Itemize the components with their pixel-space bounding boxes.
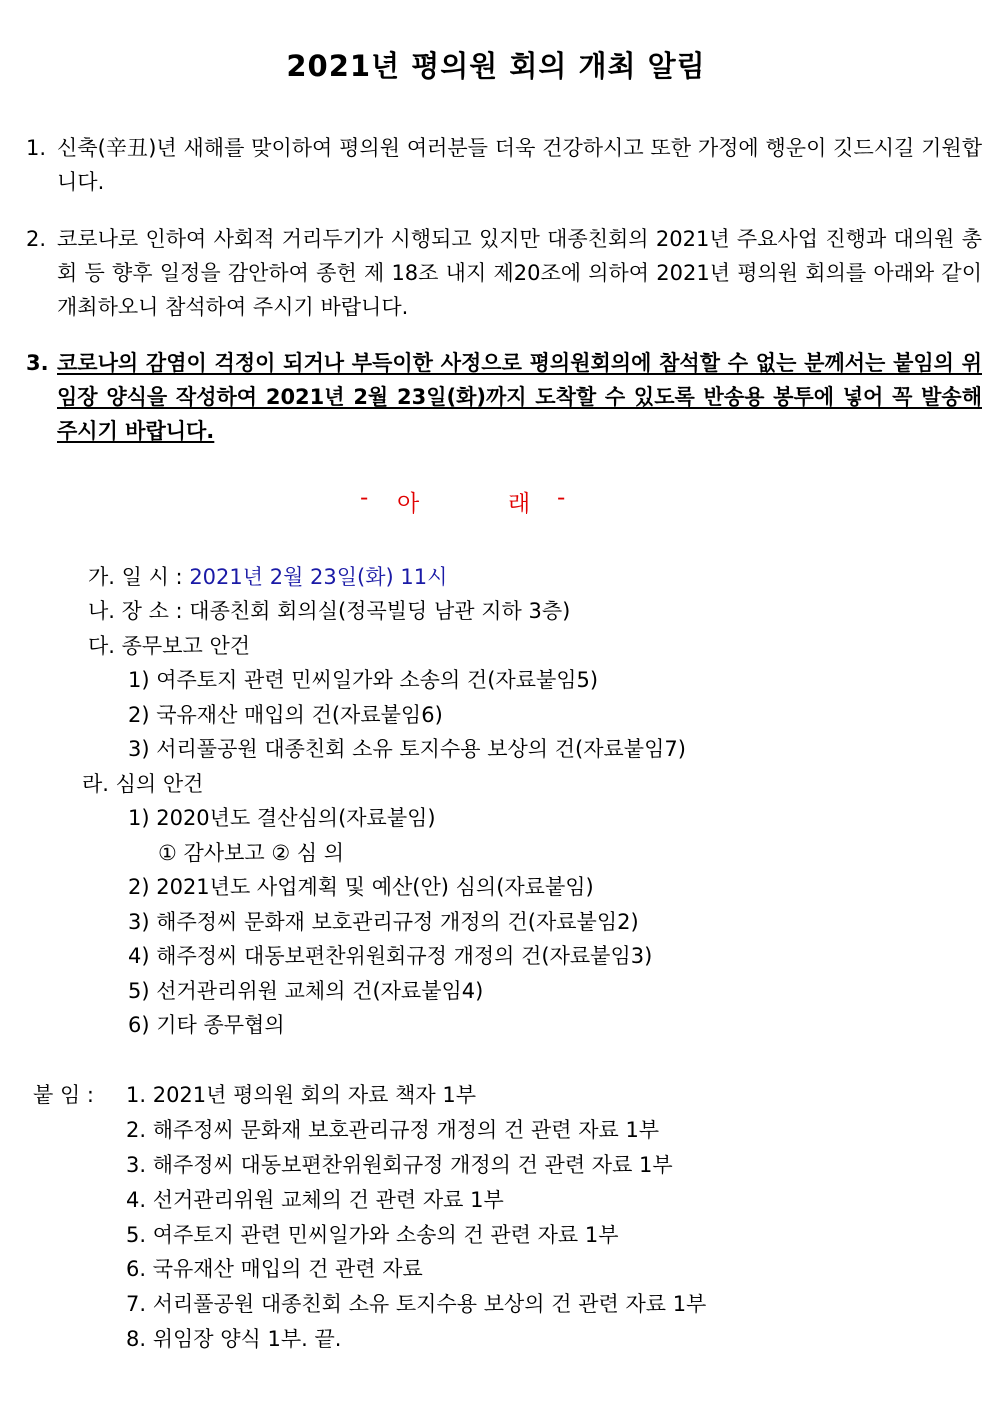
deliberation-agenda-item: 5) 선거관리위원 교체의 건(자료붙임4): [128, 979, 484, 1003]
deliberation-agenda-item: 3) 해주정씨 문화재 보호관리규정 개정의 건(자료붙임2): [128, 910, 639, 934]
attachment-item: 6. 국유재산 매입의 건 관련 자료: [126, 1257, 423, 1281]
heading-dash-right: -: [557, 485, 566, 511]
paragraph-1: [26, 131, 982, 199]
paragraph-3: [26, 346, 982, 448]
deliberation-agenda-heading: 라. 심의 안건: [82, 772, 204, 796]
paragraph-number: 1.: [26, 136, 47, 160]
attachment-item: 2. 해주정씨 문화재 보호관리규정 개정의 건 관련 자료 1부: [126, 1118, 660, 1142]
attachments-label: 붙 임 :: [33, 1083, 94, 1107]
meeting-date-value: 2021년 2월 23일(화) 11시: [189, 565, 448, 589]
deliberation-agenda-item: 1) 2020년도 결산심의(자료붙임): [128, 806, 436, 830]
heading-char-a: 아: [397, 491, 420, 517]
heading-dash-left: -: [360, 485, 369, 511]
paragraph-text: 코로나로 인하여 사회적 거리두기가 시행되고 있지만 대종친회의 2021년 주요사업 진행과 대의원 총회 등 향후 일정을 감안하여 종헌 제 18조 내지 제20조에 의하여 2021년 평의원 회의를 아래와 같이 개최하오니 참석하여 주시기 바랍니다.: [57, 227, 982, 319]
deliberation-agenda-item: 2) 2021년도 사업계획 및 예산(안) 심의(자료붙임): [128, 875, 594, 899]
attachment-item: 8. 위임장 양식 1부. 끝.: [126, 1327, 342, 1351]
paragraph-text-underlined: 코로나의 감염이 걱정이 되거나 부득이한 사정으로 평의원회의에 참석할 수 없는 분께서는 붙임의 위임장 양식을 작성하여 2021년 2월 23일(화)까지 도착할 수 있도록 반송용 봉투에 넣어 꼭 발송해 주시기 바랍니다.: [57, 351, 982, 443]
attachment-item: 4. 선거관리위원 교체의 건 관련 자료 1부: [126, 1188, 504, 1212]
document-title: 2021년 평의원 회의 개최 알림: [286, 49, 706, 83]
deliberation-agenda-item: 6) 기타 종무협의: [128, 1013, 285, 1037]
attachment-item: 1. 2021년 평의원 회의 자료 책자 1부: [126, 1083, 477, 1107]
meeting-date: [88, 560, 447, 594]
meeting-date-label: 가. 일 시 :: [88, 565, 190, 589]
paragraph-text: 신축(辛丑)년 새해를 맞이하여 평의원 여러분들 더욱 건강하시고 또한 가정에 행운이 깃드시길 기원합니다.: [57, 136, 982, 194]
heading-char-rae: 래: [508, 491, 531, 517]
deliberation-agenda-item: 4) 해주정씨 대동보편찬위원회규정 개정의 건(자료붙임3): [128, 944, 653, 968]
report-agenda-item: 2) 국유재산 매입의 건(자료붙임6): [128, 703, 443, 727]
meeting-place: 나. 장 소 : 대종친회 회의실(정곡빌딩 남관 지하 3층): [88, 599, 571, 623]
report-agenda-item: 1) 여주토지 관련 민씨일가와 소송의 건(자료붙임5): [128, 668, 599, 692]
deliberation-sub-item: ① 감사보고 ② 심 의: [158, 841, 345, 865]
attachment-item: 3. 해주정씨 대동보편찬위원회규정 개정의 건 관련 자료 1부: [126, 1153, 673, 1177]
attachment-item: 7. 서리풀공원 대종친회 소유 토지수용 보상의 건 관련 자료 1부: [126, 1292, 707, 1316]
attachment-item: 5. 여주토지 관련 민씨일가와 소송의 건 관련 자료 1부: [126, 1223, 619, 1247]
report-agenda-heading: 다. 종무보고 안건: [88, 634, 251, 658]
report-agenda-item: 3) 서리풀공원 대종친회 소유 토지수용 보상의 건(자료붙임7): [128, 737, 686, 761]
paragraph-number: 2.: [26, 227, 47, 251]
paragraph-2: [26, 222, 982, 324]
paragraph-number: 3.: [26, 351, 49, 375]
